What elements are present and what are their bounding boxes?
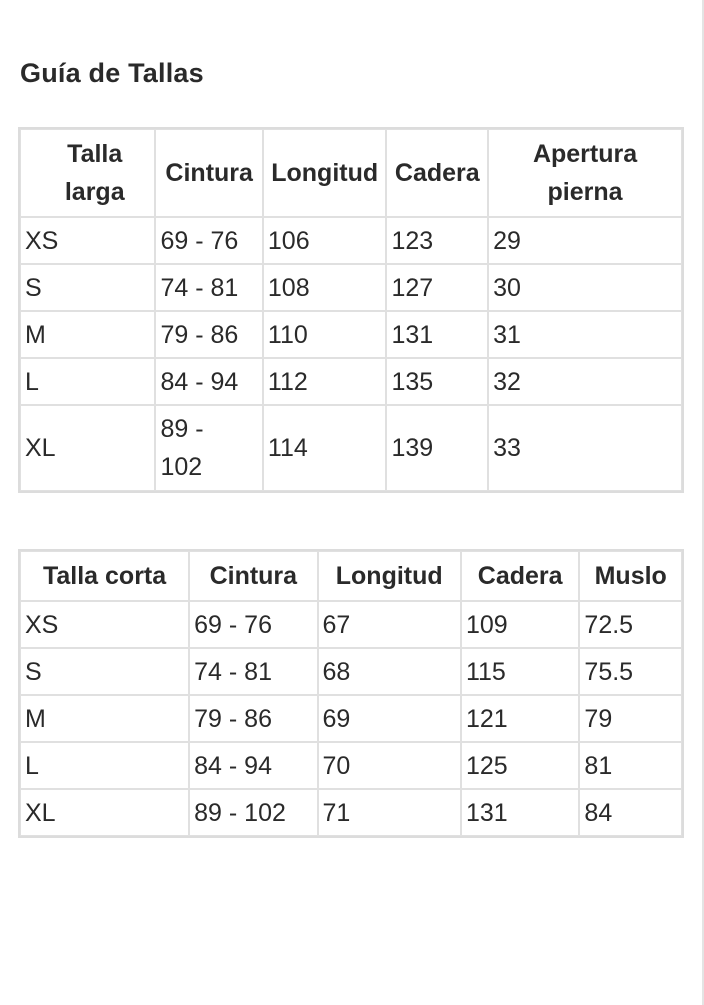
cell-waist: 84 - 94 (189, 742, 317, 789)
table-row (20, 358, 682, 405)
cell-length: 69 (318, 695, 461, 742)
cell-hip: 121 (461, 695, 579, 742)
header-hip: Cadera (461, 551, 579, 601)
table-row (20, 264, 682, 311)
table-row (20, 601, 682, 648)
cell-leg-opening: 33 (488, 405, 682, 491)
header-waist: Cintura (189, 551, 317, 601)
cell-waist: 74 - 81 (155, 264, 262, 311)
page-title: Guía de Tallas (20, 58, 204, 88)
cell-hip: 139 (386, 405, 488, 491)
cell-hip: 127 (386, 264, 488, 311)
cell-size: S (20, 648, 189, 695)
cell-size: L (20, 742, 189, 789)
cell-length: 110 (263, 311, 387, 358)
table-row (20, 742, 682, 789)
cell-thigh: 81 (579, 742, 682, 789)
cell-length: 71 (318, 789, 461, 836)
cell-length: 108 (263, 264, 387, 311)
cell-thigh: 75.5 (579, 648, 682, 695)
cell-waist: 84 - 94 (155, 358, 262, 405)
table-row (20, 789, 682, 836)
cell-waist: 89 - 102 (189, 789, 317, 836)
cell-leg-opening: 30 (488, 264, 682, 311)
cell-waist: 79 - 86 (189, 695, 317, 742)
cell-length: 114 (263, 405, 387, 491)
cell-hip: 131 (386, 311, 488, 358)
cell-waist: 69 - 76 (189, 601, 317, 648)
table-header-row (20, 551, 682, 601)
cell-waist: 69 - 76 (155, 217, 262, 264)
cell-waist: 79 - 86 (155, 311, 262, 358)
cell-leg-opening: 29 (488, 217, 682, 264)
cell-waist: 74 - 81 (189, 648, 317, 695)
cell-leg-opening: 31 (488, 311, 682, 358)
header-thigh: Muslo (579, 551, 682, 601)
header-length: Longitud (318, 551, 461, 601)
short-size-table (18, 549, 684, 838)
header-waist: Cintura (155, 129, 262, 217)
cell-waist: 89 - 102 (155, 405, 262, 491)
table-row (20, 405, 682, 491)
table-row (20, 311, 682, 358)
cell-hip: 109 (461, 601, 579, 648)
header-leg-opening: Apertura pierna (488, 129, 682, 217)
table-header-row (20, 129, 682, 217)
cell-size: S (20, 264, 155, 311)
table-row (20, 217, 682, 264)
table-row (20, 648, 682, 695)
cell-thigh: 72.5 (579, 601, 682, 648)
cell-hip: 135 (386, 358, 488, 405)
cell-size: M (20, 311, 155, 358)
cell-size: XL (20, 789, 189, 836)
header-size: Talla corta (20, 551, 189, 601)
cell-size: XL (20, 405, 155, 491)
cell-length: 70 (318, 742, 461, 789)
cell-size: M (20, 695, 189, 742)
cell-length: 68 (318, 648, 461, 695)
cell-hip: 131 (461, 789, 579, 836)
header-hip: Cadera (386, 129, 488, 217)
cell-length: 67 (318, 601, 461, 648)
cell-size: XS (20, 217, 155, 264)
cell-size: L (20, 358, 155, 405)
header-size: Talla larga (20, 129, 155, 217)
cell-hip: 125 (461, 742, 579, 789)
long-size-table (18, 127, 684, 493)
cell-length: 112 (263, 358, 387, 405)
cell-leg-opening: 32 (488, 358, 682, 405)
header-length: Longitud (263, 129, 387, 217)
cell-hip: 123 (386, 217, 488, 264)
cell-size: XS (20, 601, 189, 648)
cell-hip: 115 (461, 648, 579, 695)
cell-thigh: 79 (579, 695, 682, 742)
cell-length: 106 (263, 217, 387, 264)
table-row (20, 695, 682, 742)
cell-thigh: 84 (579, 789, 682, 836)
